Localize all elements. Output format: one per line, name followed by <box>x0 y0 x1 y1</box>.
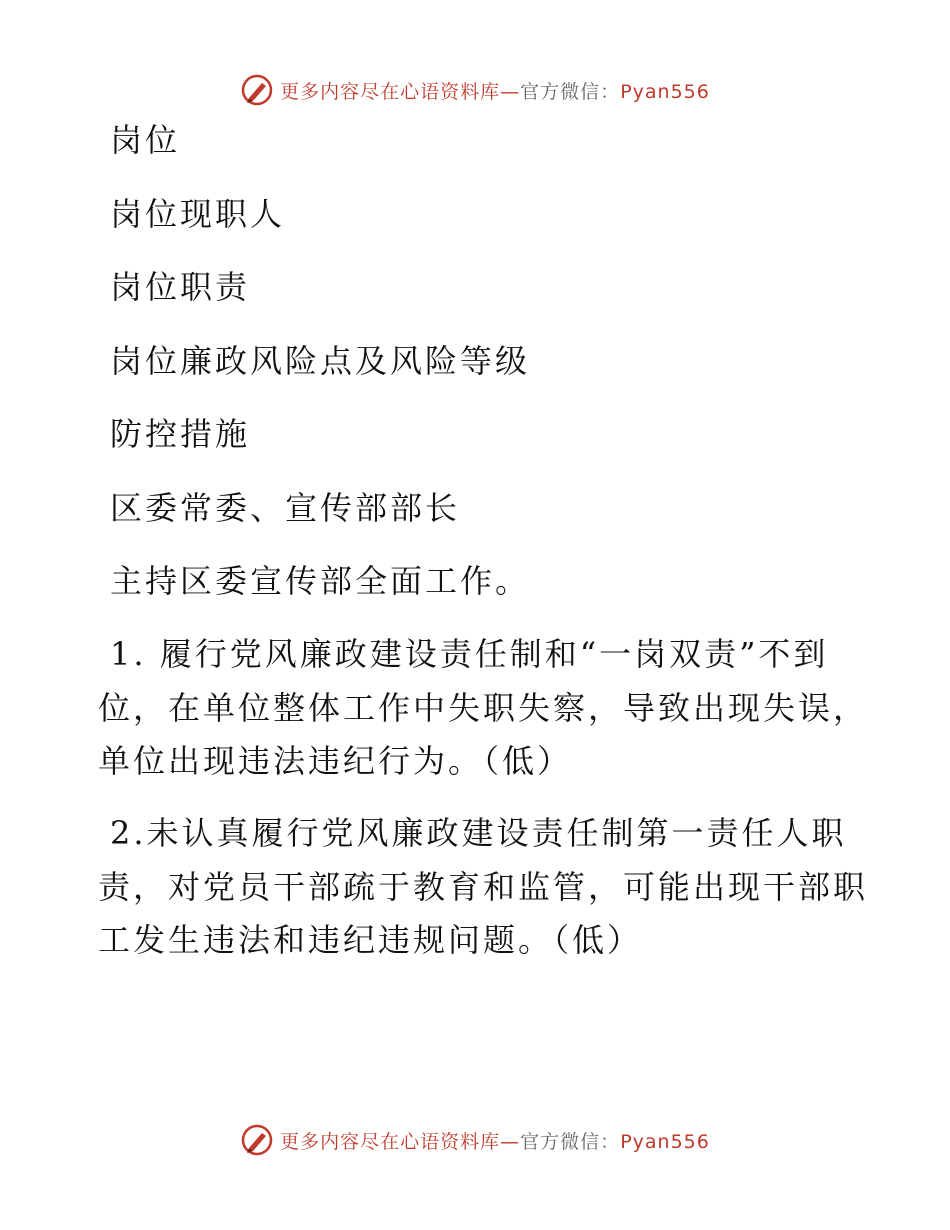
line-position-title: 区委常委、宣传部部长 <box>110 488 461 527</box>
risk-item-1-row: 单位出现违法违纪行为。（低） <box>98 742 573 780</box>
header-banner-separator: — <box>500 80 521 103</box>
footer-banner-wechat-id: Pyan556 <box>620 1130 710 1153</box>
risk-item-2-row: 工发生违法和违纪违规问题。（低） <box>98 921 643 959</box>
risk-item-2 <box>98 813 869 960</box>
line-post: 岗位 <box>110 121 181 159</box>
line-responsibility: 主持区委宣传部全面工作。 <box>110 562 531 600</box>
risk-item-1-row: 位，在单位整体工作中失职失察，导致出现失误， <box>98 688 869 727</box>
pen-logo-icon <box>240 1123 274 1157</box>
header-banner-text <box>280 77 710 104</box>
footer-banner-title: 更多内容尽在心语资料库 <box>280 1130 501 1153</box>
line-risk-points: 岗位廉政风险点及风险等级 <box>110 341 531 380</box>
footer-banner-separator: — <box>500 1130 521 1153</box>
footer-banner-wechat-label: 官方微信： <box>520 1130 621 1153</box>
header-banner-wechat-id: Pyan556 <box>620 80 710 103</box>
footer-banner <box>0 1120 950 1160</box>
risk-item-1 <box>98 634 869 781</box>
risk-item-1-row: 1. 履行党风廉政建设责任制和“一岗双责”不到 <box>110 635 829 673</box>
pen-logo-icon <box>240 73 274 107</box>
risk-item-2-row: 责，对党员干部疏于教育和监管，可能出现干部职 <box>98 867 869 906</box>
line-control-measures: 防控措施 <box>110 415 251 453</box>
header-banner-title: 更多内容尽在心语资料库 <box>280 80 501 103</box>
header-banner-wechat-label: 官方微信： <box>520 80 621 103</box>
line-incumbent: 岗位现职人 <box>110 194 286 233</box>
footer-banner-text <box>280 1127 710 1154</box>
line-duties: 岗位职责 <box>110 268 251 306</box>
document-body <box>98 120 869 960</box>
risk-item-2-row: 2.未认真履行党风廉政建设责任制第一责任人职 <box>110 814 847 852</box>
header-banner <box>0 70 950 110</box>
